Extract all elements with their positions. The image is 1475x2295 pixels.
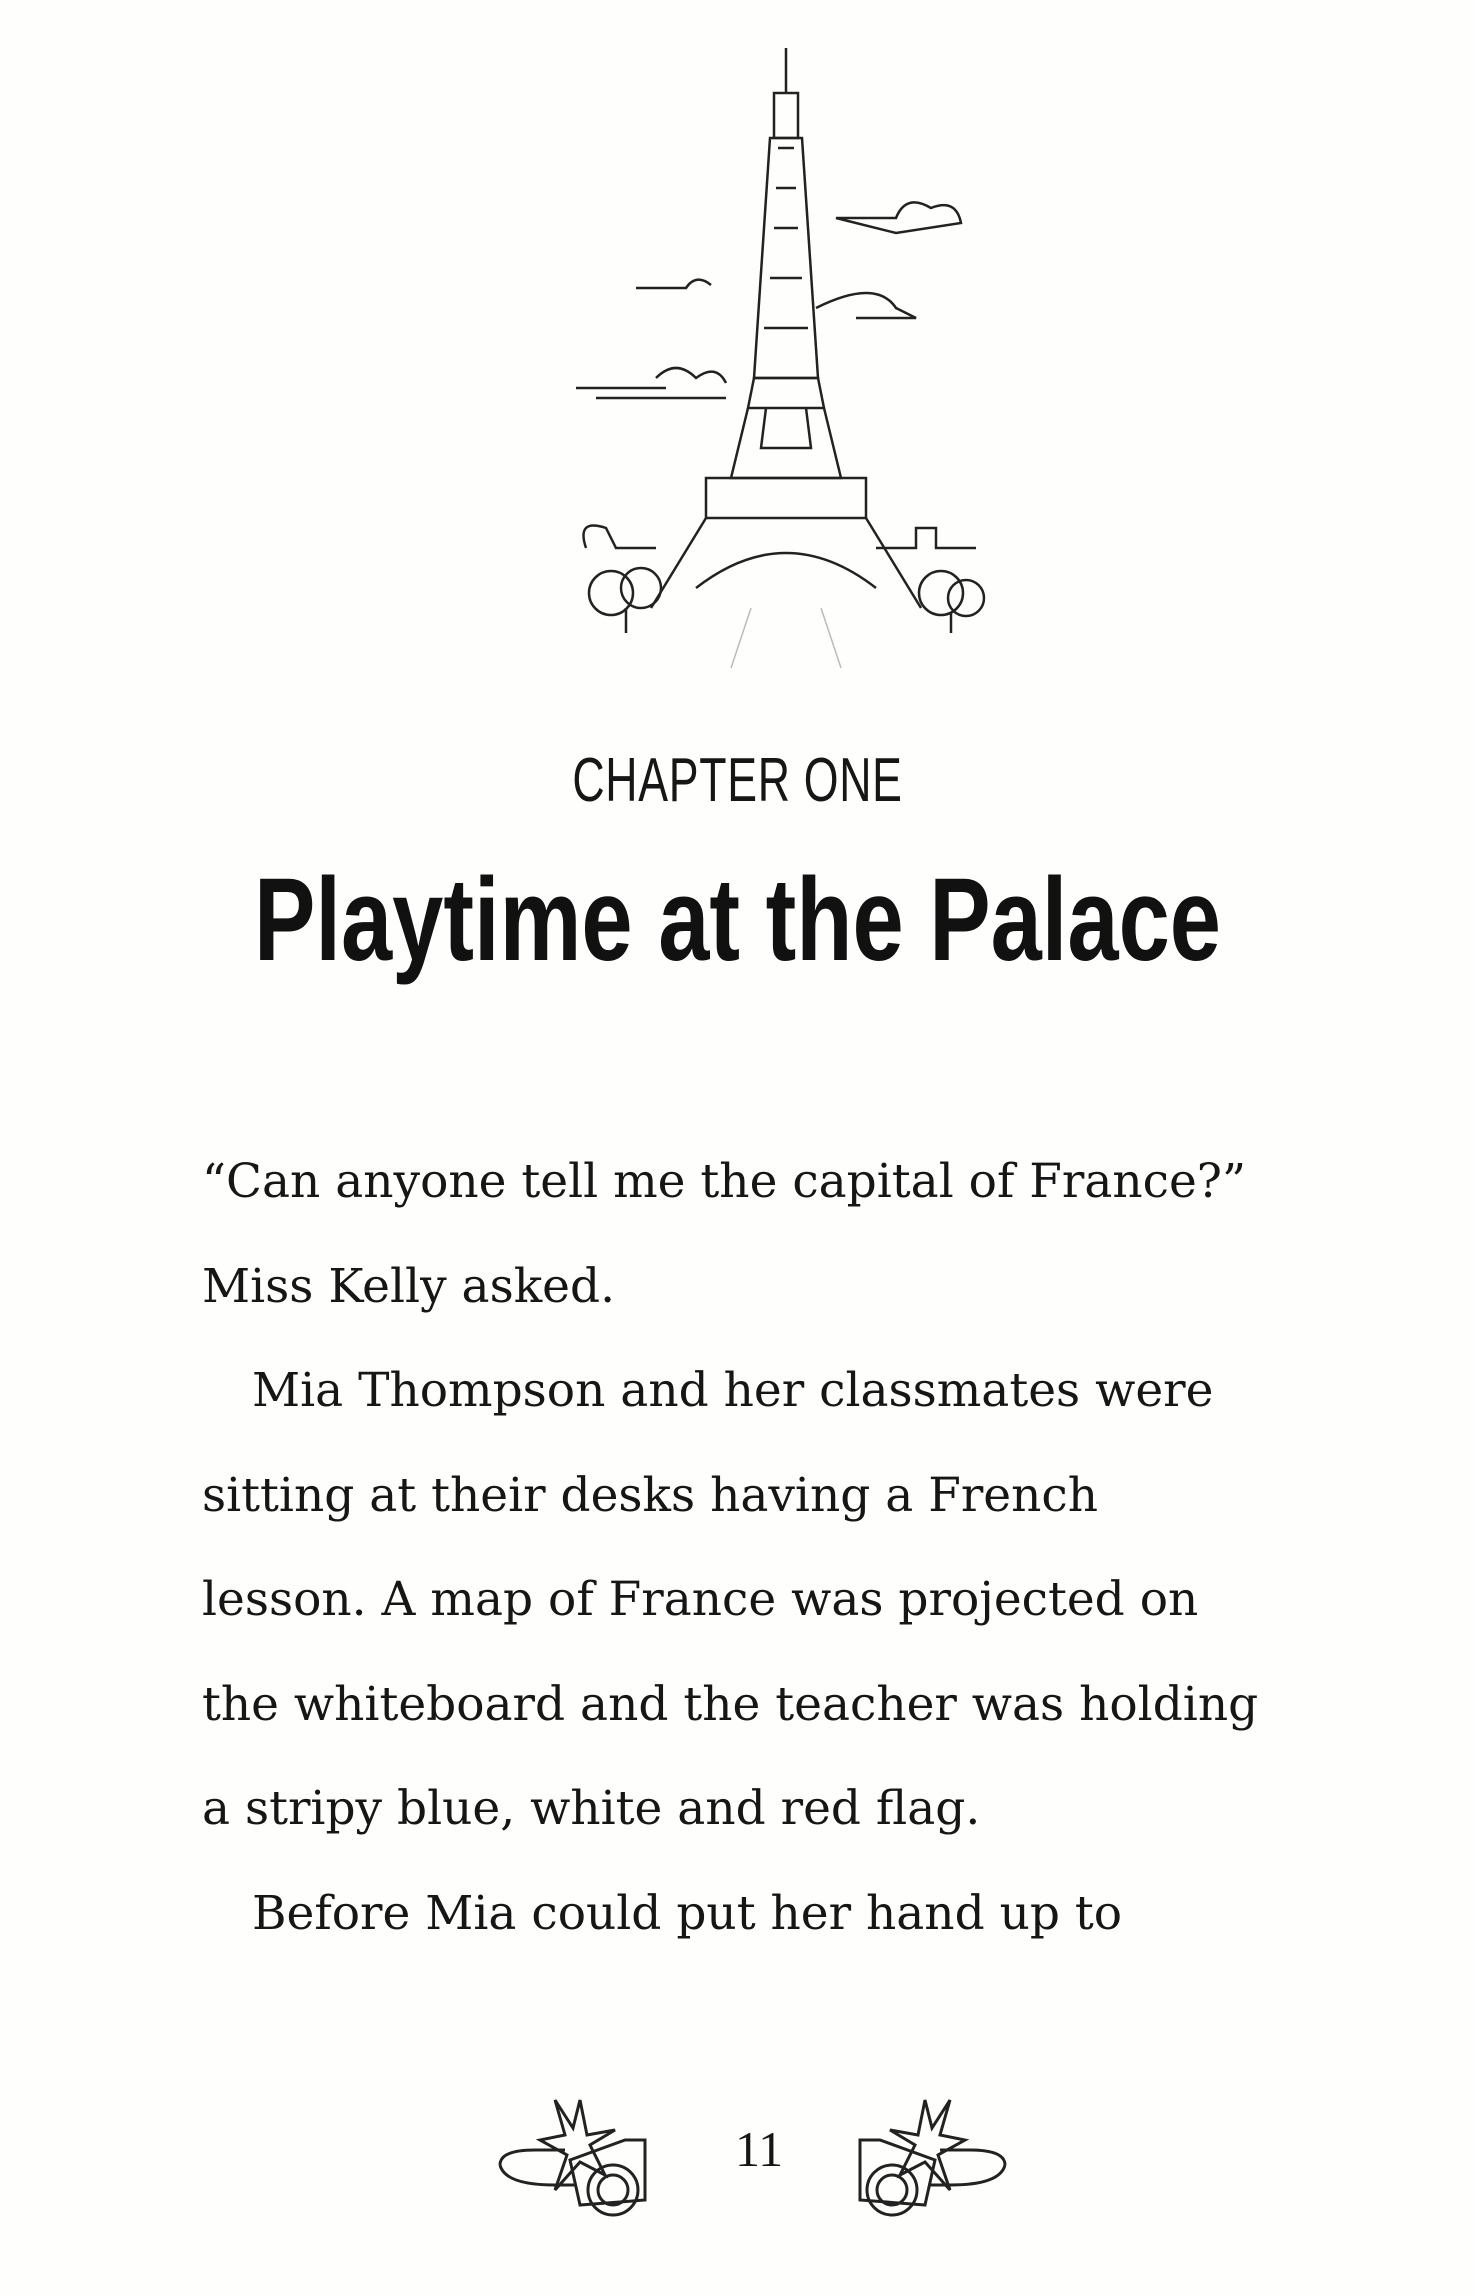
page-footer (0, 2080, 1475, 2220)
camera-flash-icon (840, 2080, 1010, 2220)
body-line: a stripy blue, white and red flag. (202, 1781, 981, 1836)
body-line: lesson. A map of France was projected on (202, 1572, 1199, 1627)
eiffel-tower-icon (556, 48, 996, 678)
camera-flash-icon (495, 2080, 665, 2220)
page-number: 11 (735, 2121, 784, 2177)
body-line: “Can anyone tell me the capital of France?” (202, 1154, 1247, 1209)
body-line: the whiteboard and the teacher was holding (202, 1676, 1259, 1732)
body-line: Mia Thompson and her classmates were (252, 1363, 1214, 1418)
body-line: Before Mia could put her hand up to (252, 1885, 1123, 1941)
chapter-title: Playtime at the Palace (254, 854, 1221, 986)
body-line: sitting at their desks having a French (202, 1467, 1098, 1523)
body-line: Miss Kelly asked. (202, 1258, 616, 1314)
body-text (202, 1130, 1362, 1966)
chapter-label: CHAPTER ONE (572, 746, 903, 815)
